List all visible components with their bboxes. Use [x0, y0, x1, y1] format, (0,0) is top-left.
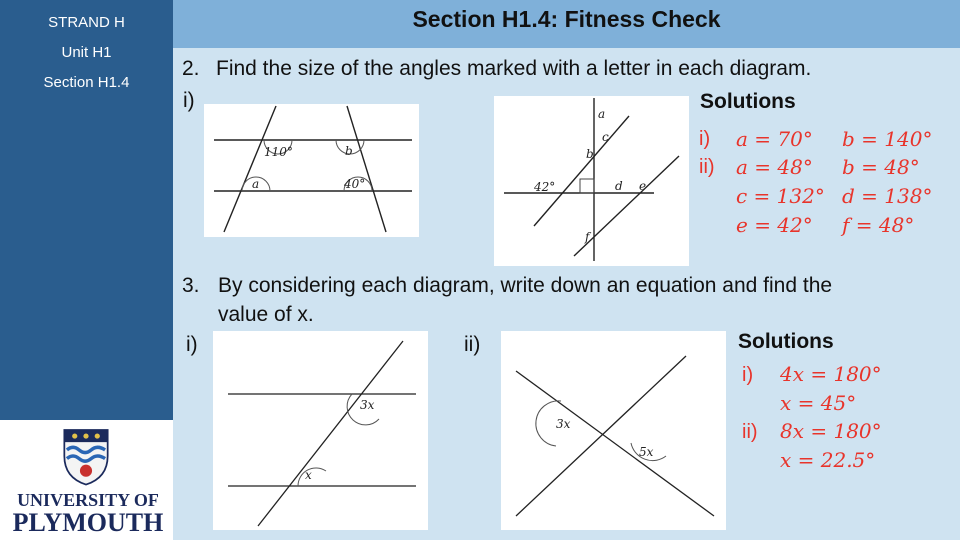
q3-line1: By considering each diagram, write down an equation and find the: [218, 274, 833, 297]
q2-sol-ii-b: b = 48°: [842, 155, 920, 179]
q2-d1-angle-110: 110°: [264, 145, 293, 159]
q2-sol-ii-d: d = 138°: [842, 184, 933, 208]
section-label: Section H1.4: [43, 74, 130, 91]
logo-text-line2: PLYMOUTH: [12, 508, 164, 537]
q2-sol-i-b: b = 140°: [842, 127, 933, 151]
crest-icon: [60, 425, 112, 487]
q2-sol-ii-label: ii): [699, 156, 715, 178]
q2-sol-i-label: i): [699, 128, 711, 150]
q3-sol-i-label: i): [742, 364, 754, 386]
q3-line2: value of x.: [218, 303, 314, 326]
q2-sol-ii-a: a = 48°: [736, 155, 813, 179]
q2-solutions-heading: Solutions: [700, 90, 796, 113]
parallel-transversal-diagram: [213, 331, 428, 530]
q2-d2-angle-42: 42°: [534, 180, 556, 194]
q3-sol-ii-label: ii): [742, 421, 758, 443]
q2-sol-ii-f: f = 48°: [842, 213, 915, 237]
q3-sol-ii-ans: x = 22.5°: [780, 448, 876, 472]
q2-d2-angle-e: e: [639, 179, 647, 193]
q3-part-i: i): [186, 333, 198, 356]
parallel-lines-diagram-1: [204, 104, 419, 237]
q2-d2-angle-c: c: [602, 130, 609, 144]
q3-part-ii: ii): [464, 333, 481, 356]
q3-d1-angle-3x: 3x: [360, 398, 375, 412]
q2-d1-angle-a: a: [252, 177, 260, 191]
q2-sol-i-a: a = 70°: [736, 127, 813, 151]
q3-sol-i-eq: 4x = 180°: [780, 362, 882, 386]
strand-label: STRAND H: [48, 14, 125, 31]
intersecting-lines-diagram: [501, 331, 726, 530]
unit-label: Unit H1: [61, 44, 112, 61]
q2-part-i: i): [183, 89, 195, 112]
q3-number: 3.: [182, 274, 200, 297]
q3-diagram-1: [213, 331, 428, 530]
university-logo: [0, 420, 173, 540]
q2-d2-angle-d: d: [615, 179, 623, 193]
logo-text-line1: UNIVERSITY OF: [17, 490, 159, 510]
q2-sol-ii-e: e = 42°: [736, 213, 813, 237]
q2-d2-angle-a: a: [598, 107, 606, 121]
q2-d2-angle-f: f: [585, 230, 590, 244]
q3-diagram-2: [501, 331, 726, 530]
q2-diagram-2: [494, 96, 689, 266]
q3-d2-angle-3x: 3x: [556, 417, 571, 431]
q3-sol-ii-eq: 8x = 180°: [780, 419, 882, 443]
q2-sol-ii-c: c = 132°: [736, 184, 825, 208]
q3-d1-angle-x: x: [305, 468, 312, 482]
q3-sol-i-ans: x = 45°: [780, 391, 857, 415]
q3-d2-angle-5x: 5x: [639, 445, 654, 459]
q2-diagram-1: [204, 104, 419, 237]
q2-number: 2.: [182, 57, 200, 80]
q2-text: Find the size of the angles marked with a letter in each diagram.: [216, 57, 812, 80]
angles-diagram-2: [494, 96, 689, 266]
q2-d2-angle-b: b: [586, 147, 594, 161]
q3-solutions-heading: Solutions: [738, 330, 834, 353]
q2-d1-angle-b: b: [345, 144, 353, 158]
page-title: Section H1.4: Fitness Check: [412, 6, 721, 32]
q2-d1-angle-40: 40°: [344, 177, 366, 191]
